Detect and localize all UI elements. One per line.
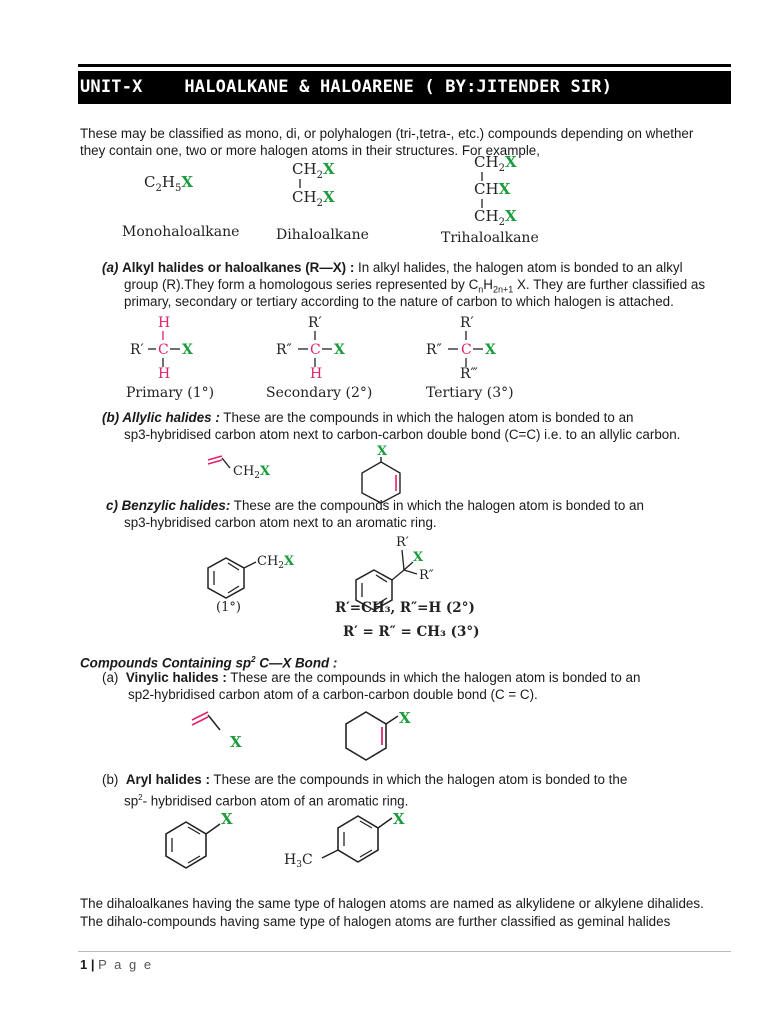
svg-text:C: C — [158, 342, 169, 358]
svg-text:R′: R′ — [130, 342, 144, 358]
aryl-text-1: These are the compounds in which the halogen atom is bonded to the — [209, 772, 628, 787]
aryl-text-2b: - hybridised carbon atom of an aromatic ring. — [142, 793, 409, 809]
svg-text:CH2X: $CH_2X$ — [474, 207, 517, 228]
vinyl-halide — [192, 712, 242, 751]
svg-text:CHX: CHX — [474, 180, 511, 198]
intro-line-2: they contain one, two or more halogen atoms in their structures. For example, — [80, 143, 540, 158]
allylic-figure — [200, 443, 430, 503]
svg-text:C: C — [310, 342, 321, 358]
vinylic-figure — [190, 706, 430, 766]
label-trihaloalkane: Trihaloalkane — [441, 230, 539, 246]
svg-text:X: X — [393, 810, 405, 828]
footer-rule — [78, 951, 731, 952]
aryl-line-1 — [102, 771, 627, 788]
svg-text:R″: R″ — [419, 568, 434, 583]
alkyl-line-3: primary, secondary or tertiary according to the nature of carbon to which halogen is attached. — [124, 294, 674, 309]
svg-text:X: X — [485, 342, 496, 358]
svg-text:H: H — [158, 315, 171, 331]
aryl-heading: Aryl halides : — [125, 772, 210, 787]
alkyl-h: H — [483, 277, 493, 292]
alkyl-text-2b: X. They are further classified as — [513, 277, 706, 292]
svg-text:CH2X: $CH_2X$ — [233, 464, 271, 481]
label-monohaloalkane: Monohaloalkane — [122, 224, 240, 240]
halotoluene — [284, 810, 405, 870]
label-benzyl-primary: (1°) — [216, 600, 241, 615]
aryl-marker: (b) — [102, 772, 119, 787]
benzyl-condition-3: R′ = R″ = CH₃ (3°) — [343, 624, 480, 640]
sp2-heading-a: Compounds Containing sp — [80, 655, 252, 671]
aryl-figure — [150, 806, 430, 876]
sp2-heading-sup: 2 — [251, 655, 256, 664]
vinylic-heading: Vinylic halides : — [125, 670, 227, 685]
benzyl-substituted — [356, 535, 434, 610]
svg-text:R′: R′ — [308, 315, 322, 331]
alkyl-text-1: In alkyl halides, the halogen atom is bonded to an alkyl — [354, 260, 683, 275]
allyl-chain — [208, 456, 271, 481]
cyclohexenyl-halide — [346, 709, 411, 760]
label-primary: Primary (1°) — [126, 385, 215, 401]
aryl-text-2a: sp — [124, 793, 139, 809]
alkyl-sub-2n1: 2n+1 — [492, 284, 514, 295]
svg-text:C2H5X: $C_2H_5X$ — [144, 173, 193, 194]
intro-line-1: These may be classified as mono, di, or polyhalogen (tri-,tetra-, etc.) compounds depending on whether — [80, 126, 694, 141]
cyclohexenyl-ring — [362, 444, 400, 503]
benzylic-line-1 — [106, 497, 644, 514]
aryl-sup: 2 — [138, 793, 143, 802]
vinylic-line-1 — [102, 669, 640, 686]
svg-text:X: X — [182, 342, 193, 358]
label-dihaloalkane: Dihaloalkane — [276, 227, 369, 243]
outro-line-1: The dihaloalkanes having the same type of halogen atoms are named as alkylidene or alkylene dihalides. — [80, 896, 704, 911]
benzylic-text-1: These are the compounds in which the halogen atom is bonded to an — [230, 498, 644, 513]
alkyl-text-2a: group (R).They form a homologous series represented by C — [124, 277, 479, 292]
benzyl-primary — [208, 554, 295, 598]
page-separator: | — [90, 957, 95, 972]
page-title: UNIT-X HALOALKANE & HALOARENE ( BY:JITENDER SIR) — [80, 77, 613, 97]
svg-text:R′: R′ — [396, 535, 409, 550]
alkyl-sub-n: n — [478, 284, 484, 295]
outro-line-2: The dihalo-compounds having same type of halogen atoms are further classified as geminal halides — [80, 914, 671, 929]
alkyl-marker: (a) — [102, 260, 119, 275]
svg-text:X: X — [221, 810, 233, 828]
svg-text:R‴: R‴ — [460, 366, 478, 382]
svg-text:R′: R′ — [460, 315, 474, 331]
benzyl-condition-2: R′=CH₃, R″=H (2°) — [335, 600, 475, 616]
page-label: P a g e — [98, 957, 154, 972]
allylic-line-2: sp3-hybridised carbon atom next to carbon-carbon double bond (C=C) i.e. to an allylic carbon. — [124, 427, 681, 442]
svg-text:R″: R″ — [276, 342, 292, 358]
svg-text:X: X — [399, 709, 411, 727]
svg-text:CH2X: $CH_2X$ — [292, 160, 335, 181]
primary-structure — [130, 315, 193, 382]
label-tertiary: Tertiary (3°) — [426, 385, 514, 401]
tertiary-structure — [426, 315, 496, 382]
svg-text:X: X — [334, 342, 345, 358]
svg-text:CH2X: $CH_2X$ — [292, 188, 335, 209]
svg-text:R″: R″ — [426, 342, 442, 358]
benzylic-heading: c) Benzylic halides: — [106, 498, 231, 513]
header-rule-top — [78, 64, 731, 67]
allylic-text-1: These are the compounds in which the halogen atom is bonded to an — [219, 410, 634, 425]
svg-text:H: H — [310, 366, 323, 382]
svg-text:H3C: $H_3C$ — [284, 852, 313, 870]
svg-text:X: X — [377, 444, 388, 459]
svg-text:C: C — [461, 342, 472, 358]
alkyl-heading: Alkyl halides or haloalkanes (R—X) : — [122, 260, 355, 275]
svg-text:X: X — [230, 733, 242, 751]
sp2-heading-b: C—X Bond : — [255, 655, 338, 671]
svg-text:CH2X: $CH_2X$ — [474, 153, 517, 174]
benzylic-line-2: sp3-hybridised carbon atom next to an aromatic ring. — [124, 515, 437, 530]
vinylic-text-1: These are the compounds in which the halogen atom is bonded to an — [226, 670, 641, 685]
svg-text:X: X — [413, 550, 424, 565]
page-number: 1 — [80, 957, 88, 972]
alkyl-line-1 — [102, 259, 683, 276]
vinylic-line-2: sp2-hybridised carbon atom of a carbon-carbon double bond (C = C). — [128, 687, 538, 702]
halobenzene — [166, 810, 233, 868]
alkyl-degree-figure — [120, 312, 540, 392]
label-secondary: Secondary (2°) — [266, 385, 373, 401]
page-footer — [80, 957, 153, 972]
secondary-structure — [276, 315, 345, 382]
allylic-heading: (b) Allylic halides : — [102, 410, 220, 425]
allylic-line-1 — [102, 409, 633, 426]
vinylic-marker: (a) — [102, 670, 119, 685]
svg-text:H: H — [158, 366, 171, 382]
svg-text:CH2X: $CH_2X$ — [257, 554, 295, 571]
